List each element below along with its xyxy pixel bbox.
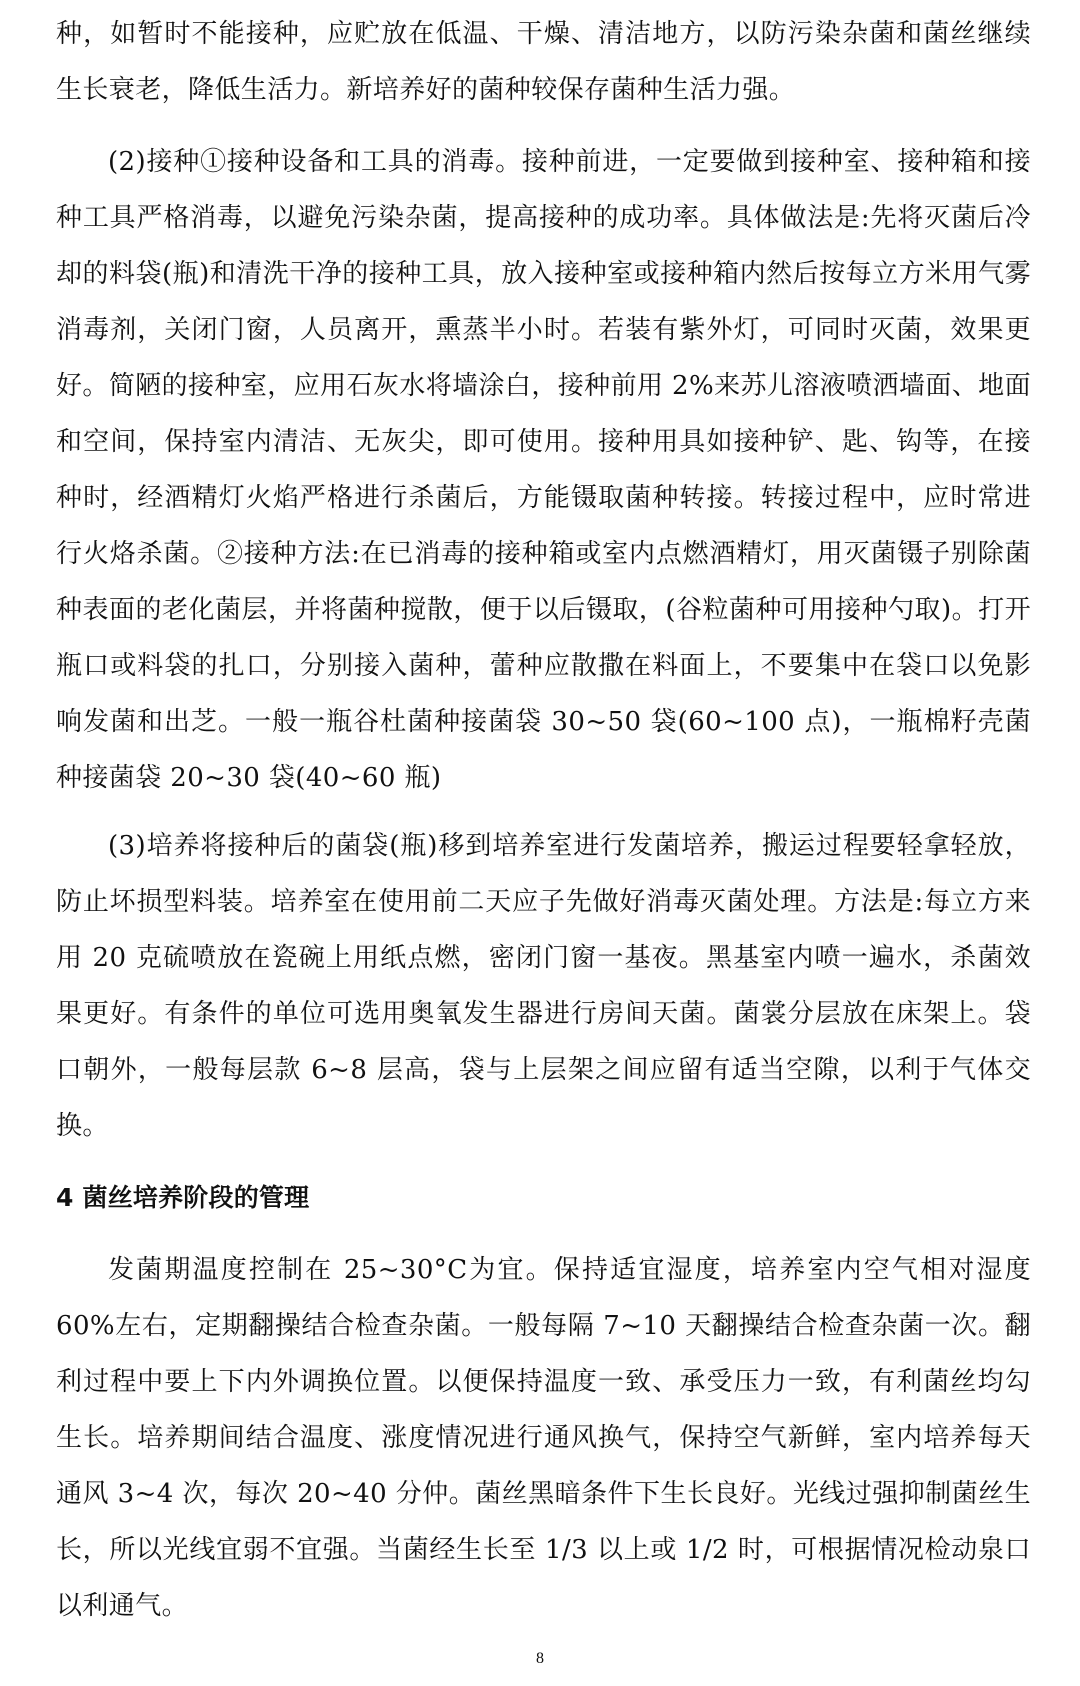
paragraph-mycelium-management: 发菌期温度控制在 25~30°C为宜。保持适宜湿度，培养室内空气相对湿度 60%左右，定期翻操结合检查杂菌。一般每隔 7~10 天翻操结合检查杂菌一次。翻利过程中要上下内外调换位置。以便保持温度一致、承受压力一致，有利菌丝均勾生长。培养期间结合温度、涨度情况进行通风换气，保持空气新鲜，室内培养每天通风 3~4 次，每次 20~40 分仲。菌丝黑暗条件下生长良好。光线过强抑制菌丝生长，所以光线宜弱不宜强。当菌经生长至 1/3 以上或 1/2 时，可根据情况检动泉口以利通气。 — [56, 1255, 1031, 1621]
paragraph-inoculation: (2)接种①接种设备和工具的消毒。接种前进，一定要做到接种室、接种箱和接种工具严格消毒，以避免污染杂菌，提高接种的成功率。具体做法是:先将灭菌后冷却的料袋(瓶)和清洗干净的接种工具，放入接种室或接种箱内然后按每立方米用气雾消毒剂，关闭门窗，人员离开，熏蒸半小时。若装有紫外灯，可同时灭菌，效果更好。简陋的接种室，应用石灰水将墙涂白，接种前用 2%来苏儿溶液喷洒墙面、地面和空间，保持室内清洁、无灰尖，即可使用。接种用具如接种铲、匙、钩等，在接种时，经酒精灯火焰严格进行杀菌后，方能镊取菌种转接。转接过程中，应时常进行火烙杀菌。②接种方法:在已消毒的接种箱或室内点燃酒精灯，用灭菌镊子别除菌种表面的老化菌层，并将菌种搅散，便于以后镊取，(谷粒菌种可用接种勺取)。打开瓶口或料袋的扎口，分别接入菌种，蕾种应散撒在料面上，不要集中在袋口以免影响发菌和出芝。一般一瓶谷杜菌种接菌袋 30~50 袋(60~100 点)，一瓶棉籽壳菌种接菌袋 20~30 袋(40~60 瓶) — [56, 147, 1031, 793]
section-heading: 4 菌丝培养阶段的管理 — [56, 1183, 310, 1212]
page-number: 8 — [536, 1650, 544, 1667]
paragraph-cultivation: (3)培养将接种后的菌袋(瓶)移到培养室进行发菌培养，搬运过程要轻拿轻放，防止坏损型料装。培养室在使用前二天应子先做好消毒灭菌处理。方法是:每立方来用 20 克硫喷放在瓷碗上用纸点燃，密闭门窗一基夜。黑基室内喷一遍水，杀菌效果更好。有条件的单位可选用奥氧发生器进行房间天菌。菌裳分层放在床架上。袋口朝外，一般每层款 6~8 层高，袋与上层架之间应留有适当空隙，以利于气体交换。 — [56, 831, 1031, 1141]
paragraph-continued: 种，如暂时不能接种，应贮放在低温、干燥、清洁地方，以防污染杂菌和菌丝继续生长衰老，降低生活力。新培养好的菌种较保存菌种生活力强。 — [56, 19, 1031, 105]
